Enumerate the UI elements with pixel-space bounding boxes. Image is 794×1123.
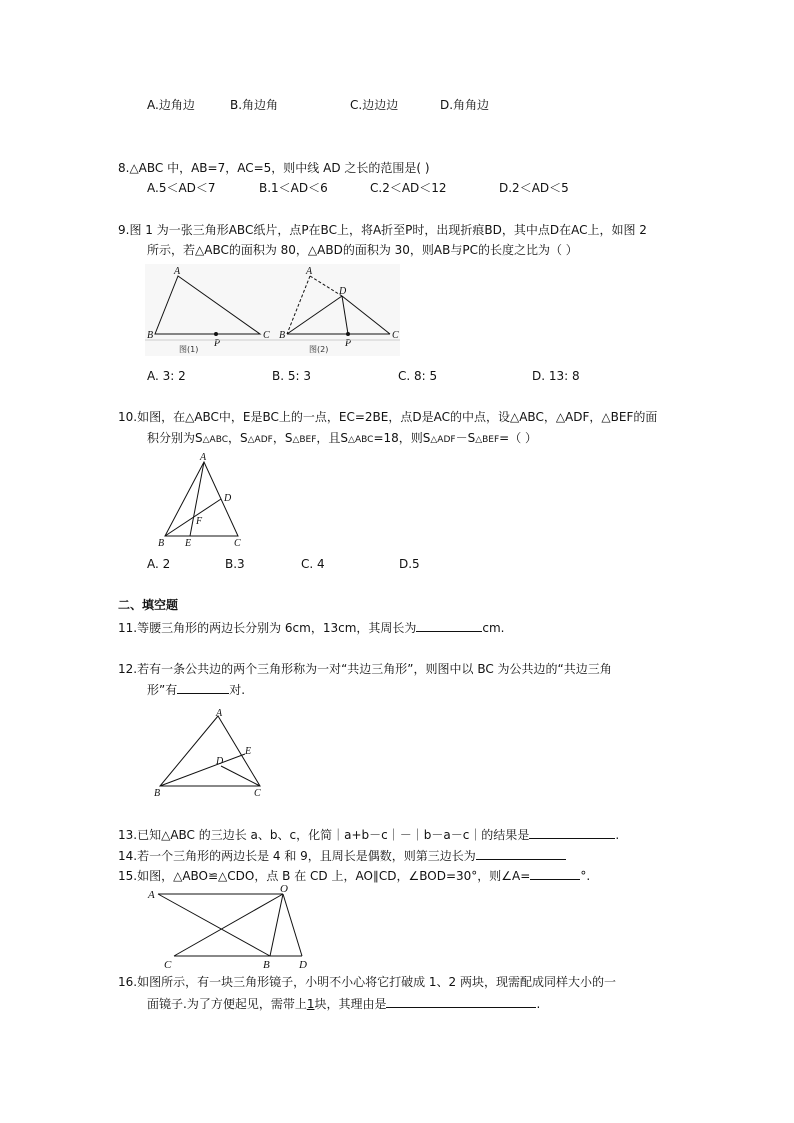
q9-figure-1	[145, 264, 275, 356]
q9-fig1-label-b: B	[147, 330, 154, 341]
q10-option-b: B.3	[225, 557, 245, 571]
q9-line-2: 所示，若△ABC的面积为 80，△ABD的面积为 30，则AB与PC的长度之比为（ ）	[147, 243, 578, 257]
q9-option-a: A. 3: 2	[147, 369, 186, 383]
q15-answer-blank[interactable]	[530, 867, 580, 880]
q10-sub-bef: △BEF	[292, 435, 317, 445]
q13-text: 13.已知△ABC 的三边长 a、b、c，化简｜a+b－c｜－｜b－a－c｜的结果是	[118, 828, 530, 842]
q15-figure	[142, 882, 317, 972]
q10-line2-part-g: =（ ）	[499, 431, 538, 445]
q9-fig2-point-p	[346, 332, 350, 336]
q12-label-b: B	[154, 788, 161, 799]
question-11	[118, 619, 505, 636]
q12-line-1: 12.若有一条公共边的两个三角形称为一对“共边三角形”，则图中以 BC 为公共边的“共边三角	[118, 662, 612, 676]
q11-unit: cm.	[482, 621, 505, 635]
q9-fig1-label-c: C	[263, 330, 270, 341]
q10-label-b: B	[158, 538, 165, 549]
q9-fig2-label-a: A	[306, 266, 313, 277]
q10-option-d: D.5	[399, 557, 420, 571]
q7-option-c: C.边边边	[350, 98, 399, 112]
q9-line-1: 9.图 1 为一张三角形ABC纸片，点P在BC上，将A折至P时，出现折痕BD，其中点D在AC上，如图 2	[118, 223, 647, 237]
q10-label-e: E	[185, 538, 192, 549]
q10-line2-part-b: ，S	[228, 431, 248, 445]
q7-option-a: A.边角边	[147, 98, 195, 112]
q12-figure	[152, 706, 272, 800]
q12-label-a: A	[216, 708, 223, 719]
q7-option-d: D.角角边	[440, 98, 490, 112]
q12-line-2	[147, 681, 245, 698]
q9-fig1-point-p	[214, 332, 218, 336]
q10-line2-part-a: 积分别为S	[147, 431, 203, 445]
q15-label-o: O	[280, 883, 288, 895]
q10-line-1: 10.如图，在△ABC中，E是BC上的一点，EC=2BE，点D是AC的中点，设△ABC，△ADF，△BEF的面	[118, 410, 658, 424]
q15-unit: °.	[580, 869, 591, 883]
q16-line-2	[147, 995, 540, 1012]
q8-option-a: A.5＜AD＜7	[147, 181, 216, 195]
q16-text-mid: 块，其理由是	[314, 997, 387, 1011]
q10-figure	[155, 450, 255, 550]
q11-answer-blank[interactable]	[416, 619, 482, 632]
q15-segment-od	[283, 894, 302, 956]
q11-text: 11.等腰三角形的两边长分别为 6cm，13cm，其周长为	[118, 621, 417, 635]
q10-line2-part-c: ，S	[272, 431, 293, 445]
q16-period: .	[536, 997, 541, 1011]
q10-sub-abc: △ABC	[202, 435, 229, 445]
q7-option-b: B.角边角	[230, 98, 279, 112]
q10-option-c: C. 4	[301, 557, 325, 571]
q10-sub-abc-2: △ABC	[348, 435, 374, 445]
q15-label-d: D	[299, 959, 307, 971]
q15-label-c: C	[164, 959, 172, 971]
q12-label-d: D	[216, 756, 224, 767]
q10-line2-part-f: －S	[455, 431, 476, 445]
q12-text: 形”有	[147, 683, 178, 697]
q9-fig1-label-p: P	[214, 338, 221, 349]
q10-label-f: F	[196, 516, 203, 527]
q15-text: 15.如图，△ABO≌△CDO，点 B 在 CD 上，AO∥CD，∠BOD=30°，则∠A=	[118, 869, 531, 883]
q10-option-a: A. 2	[147, 557, 171, 571]
q15-segment-oc	[174, 894, 283, 956]
q13-period: .	[615, 828, 620, 842]
q10-label-a: A	[200, 452, 207, 463]
q14-text: 14.若一个三角形的两边长是 4 和 9，且周长是偶数，则第三边长为	[118, 849, 476, 863]
q12-answer-blank[interactable]	[177, 681, 229, 694]
q9-fig2-label-b: B	[279, 330, 286, 341]
q10-label-d: D	[224, 493, 232, 504]
q10-line2-part-e: =18，则S	[373, 431, 431, 445]
q10-sub-adf: △ADF	[247, 435, 273, 445]
question-13	[118, 826, 619, 843]
q13-answer-blank[interactable]	[529, 826, 615, 839]
q15-segment-ab	[158, 894, 270, 956]
q12-label-e: E	[245, 746, 252, 757]
q16-piece-number: 1	[306, 997, 315, 1011]
q10-sub-adf-2: △ADF	[430, 435, 456, 445]
q8-option-d: D.2＜AD＜5	[499, 181, 569, 195]
q16-line-1: 16.如图所示，有一块三角形镜子，小明不小心将它打破成 1、2 两块，现需配成同样大小的一	[118, 975, 616, 989]
q9-figure-2	[275, 264, 400, 356]
q9-fig2-label-p: P	[345, 338, 352, 349]
q9-option-d: D. 13: 8	[532, 369, 580, 383]
q15-label-a: A	[148, 889, 155, 901]
q10-line2-part-d: ，且S	[316, 431, 349, 445]
q9-fig2-background	[275, 264, 400, 356]
q16-text: 面镜子.为了方便起见，需带上	[147, 997, 307, 1011]
q12-label-c: C	[254, 788, 261, 799]
q9-option-c: C. 8: 5	[398, 369, 438, 383]
q8-option-c: C.2＜AD＜12	[370, 181, 447, 195]
section-fill-in-title: 二、填空题	[118, 598, 179, 612]
q9-fig2-caption: 图(2)	[309, 345, 329, 354]
q9-fig1-label-a: A	[174, 266, 181, 277]
q16-answer-blank[interactable]	[386, 995, 536, 1008]
q15-label-b: B	[263, 959, 270, 971]
q9-fig2-label-c: C	[392, 330, 399, 341]
q10-line-2	[147, 430, 537, 448]
q8-text: 8.△ABC 中，AB=7，AC=5，则中线 AD 之长的范围是( )	[118, 161, 430, 175]
q8-option-b: B.1＜AD＜6	[259, 181, 328, 195]
q9-fig2-label-d: D	[339, 286, 347, 297]
q15-segment-ob	[270, 894, 283, 956]
q10-sub-bef-2: △BEF	[475, 435, 500, 445]
q10-label-c: C	[234, 538, 241, 549]
q9-option-b: B. 5: 3	[272, 369, 311, 383]
q14-answer-blank[interactable]	[476, 847, 566, 860]
q12-unit: 对.	[229, 683, 246, 697]
q9-fig1-caption: 图(1)	[179, 345, 199, 354]
question-14	[118, 847, 566, 864]
